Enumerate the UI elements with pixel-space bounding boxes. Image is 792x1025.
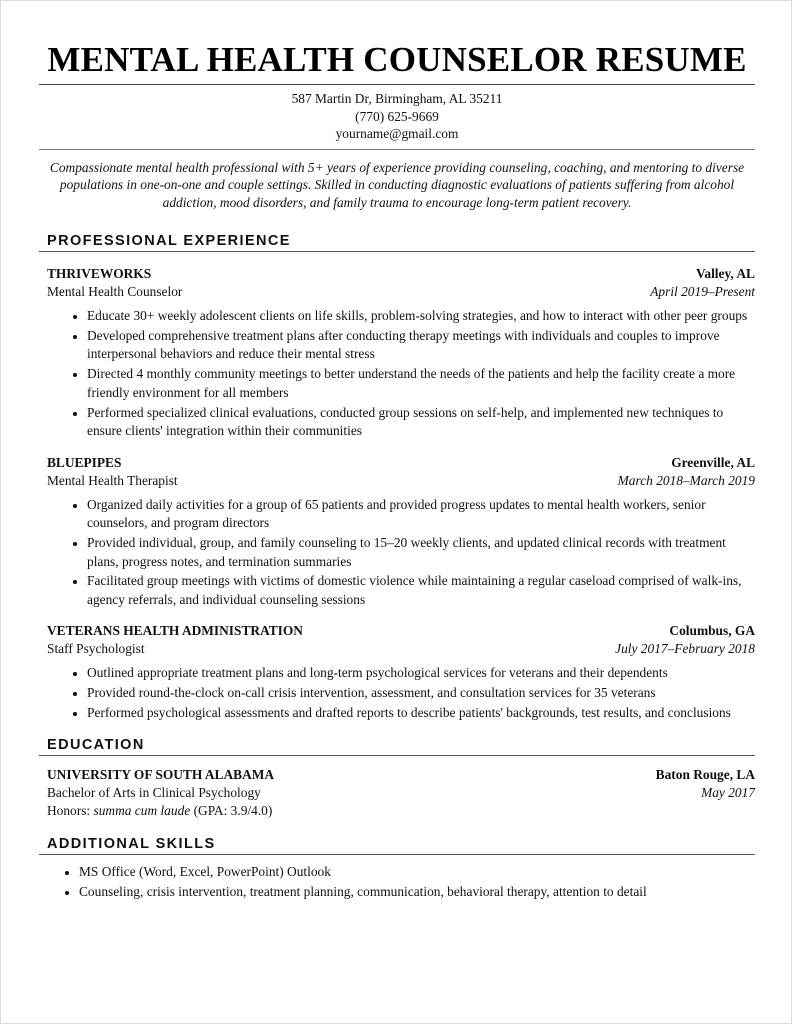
- job-bullet: • Organized daily activities for a group of 65 patients and provided progress updates to mental health workers, senior counselors, and program directors: [87, 496, 755, 533]
- job-employer: BLUEPIPES: [47, 454, 122, 470]
- gpa: (GPA: 3.9/4.0): [193, 802, 273, 818]
- skill-item: • Counseling, crisis intervention, treatment planning, communication, behavioral therapy, attention to detail: [79, 883, 755, 902]
- job-employer: THRIVEWORKS: [47, 266, 152, 281]
- contact-address: 587 Martin Dr, Birmingham, AL 35211: [291, 91, 503, 106]
- title-divider: [39, 84, 755, 85]
- contact-block: [39, 90, 755, 143]
- honors-value: summa cum laude: [93, 802, 191, 818]
- degree: Bachelor of Arts in Clinical Psychology: [47, 784, 261, 800]
- school-location: Baton Rouge, LA: [655, 766, 755, 782]
- graduation-date: May 2017: [701, 784, 755, 800]
- job-location: Valley, AL: [695, 266, 755, 281]
- job-location: Columbus, GA: [669, 623, 755, 639]
- contact-email: yourname@gmail.com: [335, 126, 459, 141]
- job-bullet: • Facilitated group meetings with victims of domestic violence while maintaining a regular caseload comprised of walk-ins, agency referrals, and individual counseling sessions: [87, 572, 755, 609]
- experience-heading: PROFESSIONAL EXPERIENCE: [39, 233, 755, 252]
- job-bullet: • Developed comprehensive treatment plans after conducting therapy meetings with individuals and couples to improve interpersonal behaviors and reduce their mental stress: [87, 327, 755, 364]
- skills-section: [39, 836, 755, 901]
- job-employer: VETERANS HEALTH ADMINISTRATION: [47, 623, 303, 639]
- resume-page: [1, 1, 792, 1025]
- contact-phone: (770) 625-9669: [355, 108, 439, 124]
- job-dates: April 2019–Present: [650, 284, 755, 299]
- skills-list: [39, 863, 755, 901]
- job-bullet: • Directed 4 monthly community meetings to better understand the needs of the patients and help the facility create a more friendly environment for all members: [87, 365, 755, 402]
- job-role: Mental Health Counselor: [47, 284, 183, 299]
- skills-heading: ADDITIONAL SKILLS: [39, 836, 755, 855]
- job-bullets: [47, 496, 755, 610]
- job-role: Mental Health Therapist: [47, 472, 178, 488]
- experience-section: [39, 233, 755, 723]
- job-bullets: [47, 664, 755, 722]
- resume-title: MENTAL HEALTH COUNSELOR RESUME: [47, 40, 747, 79]
- job-bullet: • Outlined appropriate treatment plans and long-term psychological services for veterans and their dependents: [87, 664, 755, 683]
- professional-summary: Compassionate mental health professional with 5+ years of experience providing counseling, coaching, and mentoring to diverse populations in one-on-one and couple settings. Skilled in conducting diagnostic evaluations of patients suffering from alcohol addiction, mood disorders, and family trauma to encourage long-term patient recovery.: [49, 159, 745, 210]
- honors-label: Honors:: [47, 802, 91, 818]
- skill-item: • MS Office (Word, Excel, PowerPoint) Outlook: [79, 863, 755, 882]
- job-entry: [47, 622, 755, 722]
- honors-line: [47, 802, 755, 820]
- contact-divider: [39, 149, 755, 150]
- job-bullet: • Performed psychological assessments and drafted reports to describe patients' backgrounds, test results, and conclusions: [87, 704, 755, 723]
- education-entry: [47, 766, 755, 820]
- job-entry: [47, 265, 755, 441]
- job-bullet: • Performed specialized clinical evaluations, conducted group sessions on self-help, and implemented new techniques to ensure clients' integration within their communities: [87, 404, 755, 441]
- job-dates: March 2018–March 2019: [617, 472, 755, 488]
- job-dates: July 2017–February 2018: [615, 641, 755, 657]
- job-bullet: • Provided round-the-clock on-call crisis intervention, assessment, and consultation services for 35 veterans: [87, 684, 755, 703]
- job-location: Greenville, AL: [671, 454, 755, 470]
- job-bullets: [47, 307, 755, 441]
- job-bullet: • Provided individual, group, and family counseling to 15–20 weekly clients, and updated clinical records with treatment plans, progress notes, and termination summaries: [87, 534, 755, 571]
- education-section: [39, 737, 755, 820]
- school-name: UNIVERSITY OF SOUTH ALABAMA: [47, 766, 275, 782]
- job-role: Staff Psychologist: [47, 641, 145, 657]
- education-heading: EDUCATION: [39, 737, 755, 756]
- job-bullet: • Educate 30+ weekly adolescent clients on life skills, problem-solving strategies, and how to interact with other peer groups: [87, 307, 755, 326]
- job-entry: [47, 454, 755, 610]
